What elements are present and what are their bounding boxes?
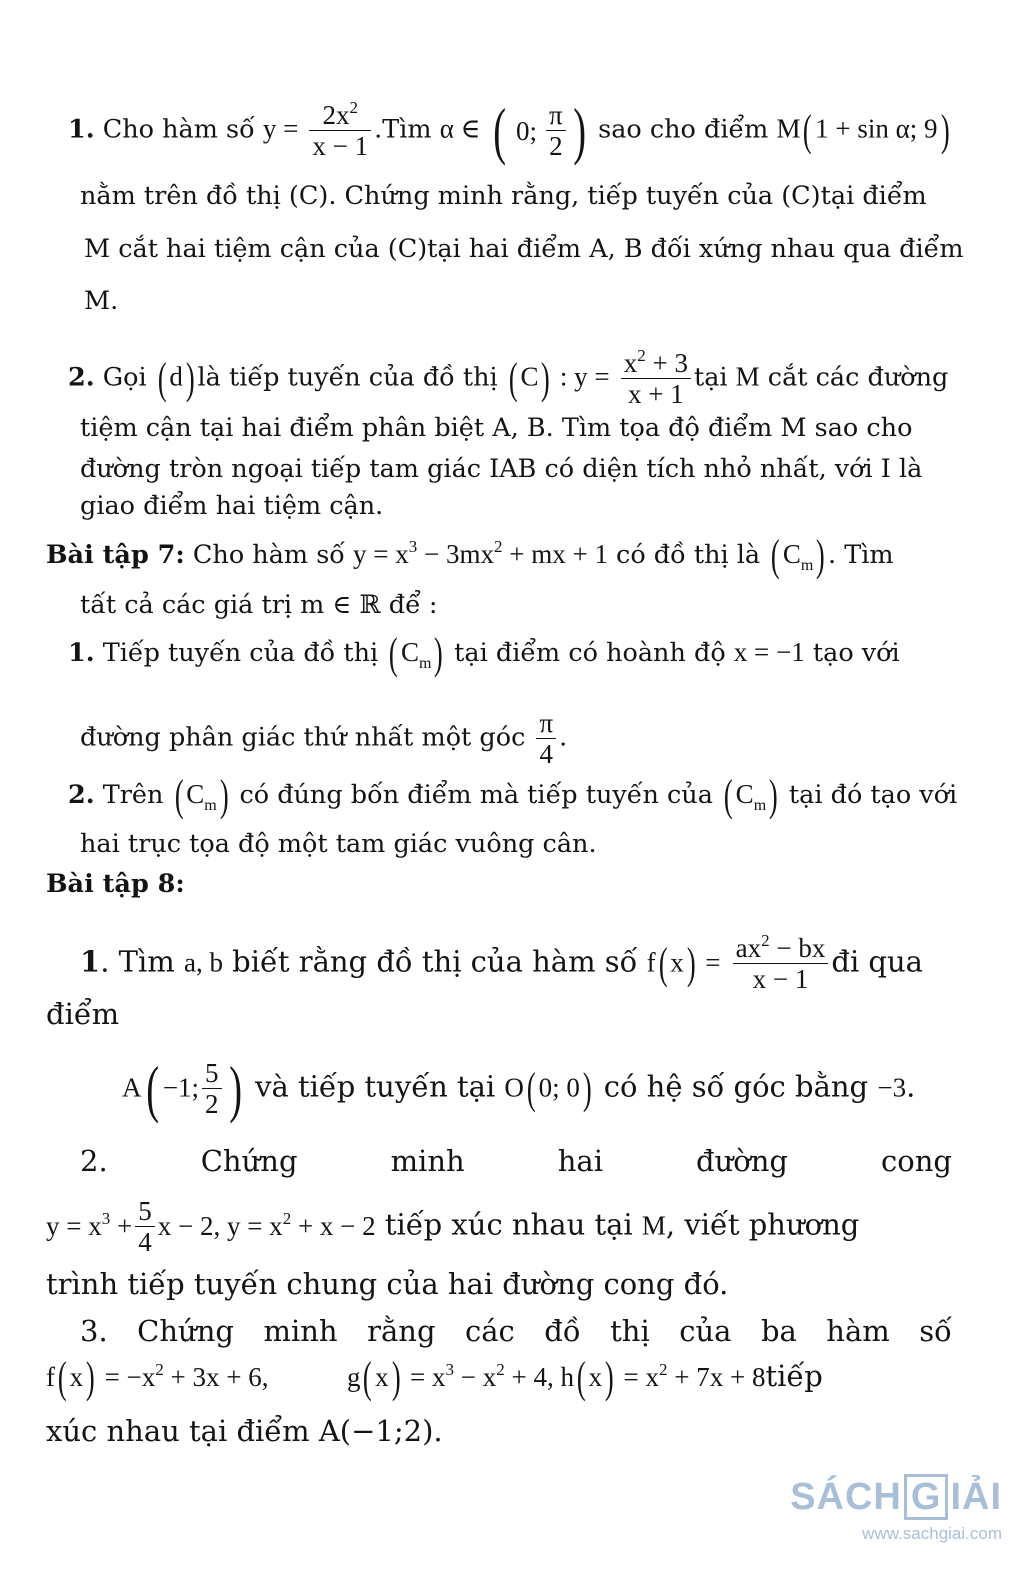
p6-part2-line3: đường tròn ngoại tiếp tam giác IAB có diện tích nhỏ nhất, với I là [80, 454, 923, 484]
p8-part2-line2: $y = x^3$ + $\frac{5}{4}$ x − 2, $y = x^2 + x - 2$ tiếp xúc nhau tại M, viết phương [46, 1196, 860, 1257]
p6-part1-line1: 1. Cho hàm số y = $\frac{2x^2}{x - 1}$ .Tìm α ∈ ( 0; $\frac{\pi}{2}$ ) sao cho điểm M( 1 + sin α; 9) [68, 94, 950, 166]
p8-part3-line1: 3. Chứng minh rằng các đồ thị của ba hàm số [80, 1314, 952, 1348]
watermark-logo [790, 1474, 1002, 1544]
p8-part2-line3: trình tiếp tuyến chung của hai đường cong đó. [46, 1267, 729, 1301]
p8-part1-line2: điểm [46, 997, 120, 1031]
p7-part1-line2: đường phân giác thứ nhất một góc $\frac{\pi}{4}$ . [80, 708, 568, 769]
p8-part1-line3: A( −1; $\frac{5}{2}$ ) và tiếp tuyến tại O( 0; 0) có hệ số góc bằng −3. [122, 1052, 916, 1124]
p7-part1-line1: 1. Tiếp tuyến của đồ thị ( $C_m$) tại điểm có hoành độ x = −1 tạo với [68, 629, 900, 678]
p7-title: Bài tập 7: [46, 540, 185, 570]
p6-part2-line1: 2. Gọi ( d) là tiếp tuyến của đồ thị ( C) : y = $\frac{x^2 + 3}{x + 1}$ tại M cắt các đường [68, 346, 949, 409]
p6-part2-line2: tiệm cận tại hai điểm phân biệt A, B. Tìm tọa độ điểm M sao cho [80, 413, 913, 443]
p7-part2-line2: hai trục tọa độ một tam giác vuông cân. [80, 829, 597, 859]
watermark-brand: SÁCH G IẢI [790, 1475, 1002, 1518]
p8-part1-line1: 1. Tìm a, b biết rằng đồ thị của hàm số f( x) = $\frac{ax^2 - bx}{x - 1}$ đi qua [80, 931, 923, 994]
p6-part1-line4: M. [84, 286, 119, 316]
p8-part3-line2: f( $x) = -x^2 + 3x + 6$, g( $x) = x^3 - x^2 + 4$, h( $x) = x^2 + 7x$ + 8tiếp [46, 1353, 823, 1402]
p7-line1: Bài tập 7: Cho hàm số $y = x^3 - 3mx^2$ + mx + 1 có đồ thị là ( $C_m$) . Tìm [46, 531, 894, 580]
watermark-url: www.sachgiai.com [862, 1524, 1002, 1543]
p6-part1-line2: nằm trên đồ thị (C). Chứng minh rằng, tiếp tuyến của (C)tại điểm [80, 181, 927, 211]
p8-part2-line1: 2. Chứng minh hai đường cong [80, 1144, 952, 1178]
p6-part1-line3: M cắt hai tiệm cận của (C)tại hai điểm A, B đối xứng nhau qua điểm [84, 234, 964, 264]
p7-part2-line1: 2. Trên ( $C_m$) có đúng bốn điểm mà tiếp tuyến của ( $C_m$) tại đó tạo với [68, 771, 958, 820]
p8-title: Bài tập 8: [46, 869, 185, 899]
p7-part1-text: đường phân giác thứ nhất một góc [80, 722, 526, 753]
p8-part3-line3: xúc nhau tại điểm A(−1;2). [46, 1414, 443, 1448]
p6-part2-line4: giao điểm hai tiệm cận. [80, 491, 384, 521]
p7-line2: tất cả các giá trị m ∈ ℝ để : [80, 590, 438, 620]
